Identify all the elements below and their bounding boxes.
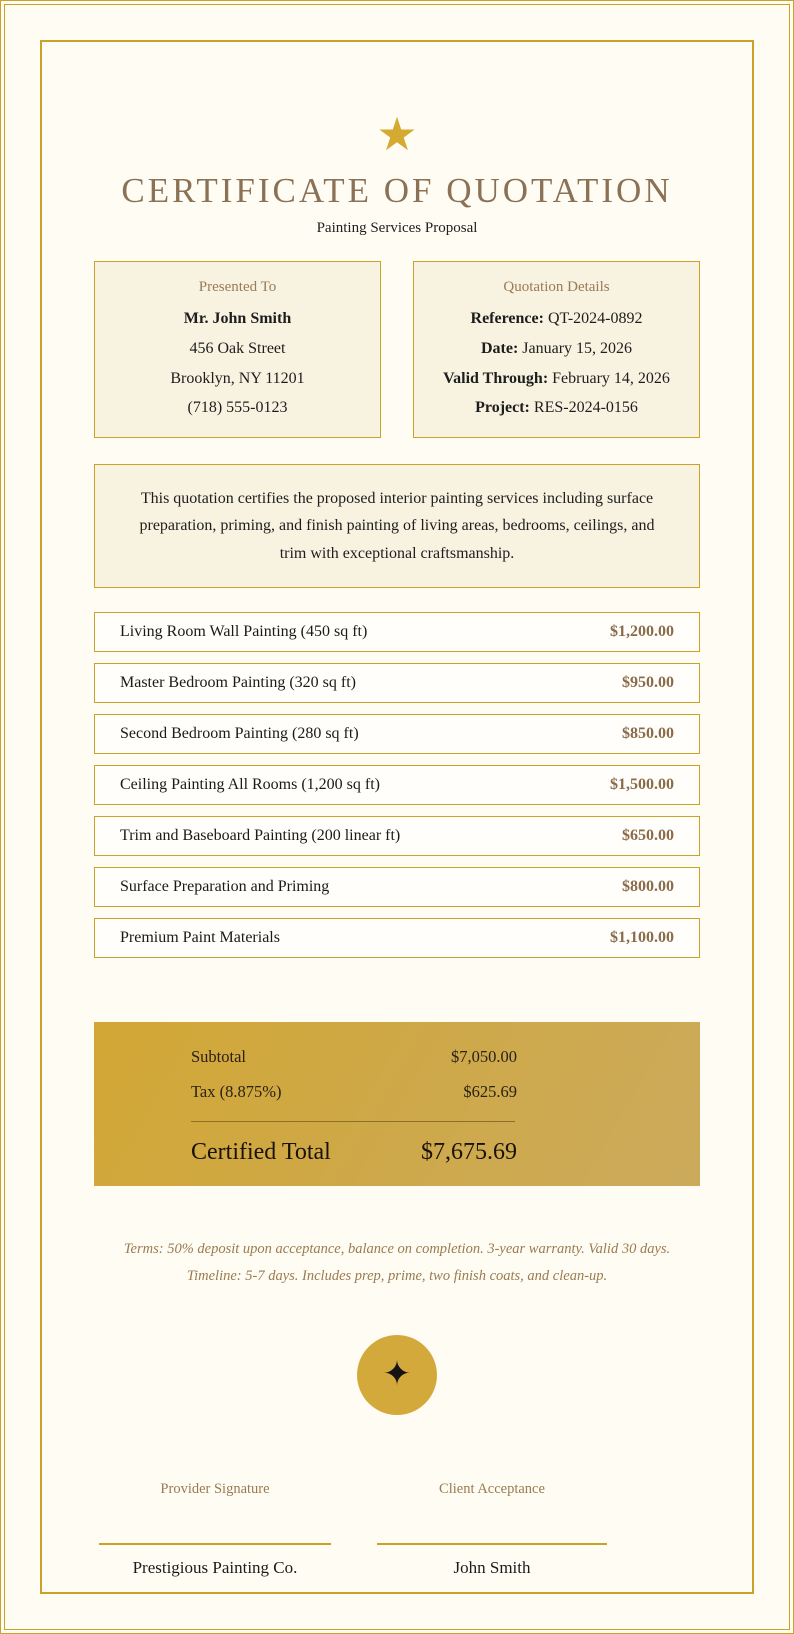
quotation-details-box	[413, 261, 700, 438]
item-description: Premium Paint Materials	[120, 928, 280, 946]
provider-signature-block	[99, 1481, 331, 1578]
item-description: Living Room Wall Painting (450 sq ft)	[120, 622, 368, 640]
client-address-line1: 456 Oak Street	[189, 339, 286, 357]
provider-signature-line	[99, 1543, 331, 1545]
totals-divider	[191, 1121, 515, 1122]
client-name	[107, 309, 368, 330]
valid-through-value: February 14, 2026	[548, 369, 670, 387]
client-phone: (718) 555-0123	[187, 399, 288, 417]
certificate-frame	[40, 40, 754, 1594]
item-description: Surface Preparation and Priming	[120, 877, 330, 895]
item-description: Trim and Baseboard Painting (200 linear ft)	[120, 826, 401, 844]
line-item-row	[94, 867, 700, 907]
line-item-row	[94, 714, 700, 754]
star-icon: ★	[376, 109, 418, 160]
valid-through-field	[426, 369, 687, 390]
quotation-details-heading: Quotation Details	[503, 279, 610, 295]
subtotal-value: $7,050.00	[451, 1046, 517, 1066]
tax-value: $625.69	[463, 1081, 517, 1101]
project-field	[426, 398, 687, 419]
totals-panel	[94, 1022, 700, 1186]
seal-container	[94, 1335, 700, 1415]
info-boxes	[94, 261, 700, 438]
line-item-row	[94, 816, 700, 856]
item-amount: $800.00	[622, 877, 674, 895]
client-address-line2: Brooklyn, NY 11201	[170, 369, 305, 387]
date-label: Date:	[480, 339, 519, 357]
presented-to-heading: Presented To	[198, 279, 277, 295]
provider-signature-label: Provider Signature	[160, 1481, 270, 1498]
item-amount: $850.00	[622, 724, 674, 742]
tax-row	[191, 1082, 517, 1102]
reference-field	[426, 309, 687, 330]
tax-label: Tax (8.875%)	[191, 1081, 282, 1101]
certification-statement: This quotation certifies the proposed interior painting services including surface preparation, priming, and finish painting of living areas, bedrooms, ceilings, and trim with exceptional craftsmanship.	[94, 464, 700, 588]
certification-seal	[357, 1335, 437, 1415]
line-item-row	[94, 612, 700, 652]
valid-through-label: Valid Through:	[443, 369, 549, 387]
reference-label: Reference:	[470, 310, 544, 327]
reference-value: QT-2024-0892	[543, 310, 643, 327]
item-description: Ceiling Painting All Rooms (1,200 sq ft)	[120, 775, 381, 793]
item-amount: $1,500.00	[610, 775, 674, 793]
line-items-list	[94, 612, 700, 958]
client-signature-block	[377, 1481, 607, 1578]
client-signature-line	[377, 1543, 607, 1545]
subtotal-label: Subtotal	[191, 1046, 247, 1066]
project-value: RES-2024-0156	[529, 399, 638, 417]
item-amount: $650.00	[622, 826, 674, 844]
page-title: CERTIFICATE OF QUOTATION	[121, 171, 673, 210]
line-item-row	[94, 765, 700, 805]
certified-total-value: $7,675.69	[421, 1138, 517, 1165]
item-amount: $1,100.00	[610, 928, 674, 946]
page-subtitle: Painting Services Proposal	[316, 220, 478, 236]
item-amount: $1,200.00	[610, 622, 674, 640]
provider-name: Prestigious Painting Co.	[132, 1558, 298, 1578]
terms-text: Terms: 50% deposit upon acceptance, balance on completion. 3-year warranty. Valid 30 days. Timeline: 5-7 days. Includes prep, prime, two finish coats, and clean-up.	[123, 1240, 671, 1284]
date-value: January 15, 2026	[518, 339, 633, 357]
subtotal-row	[191, 1047, 517, 1067]
seal-star-icon: ✦	[382, 1356, 412, 1394]
date-field	[426, 339, 687, 360]
certificate-header	[94, 109, 700, 237]
line-item-row	[94, 918, 700, 958]
presented-to-box	[94, 261, 381, 438]
project-label: Project:	[475, 399, 530, 417]
line-item-row	[94, 663, 700, 703]
client-name-text: Mr. John Smith	[183, 310, 292, 327]
certified-total-row	[191, 1139, 517, 1166]
client-signed-name: John Smith	[453, 1558, 531, 1578]
certified-total-label: Certified Total	[191, 1138, 331, 1165]
signatures-section	[99, 1481, 700, 1578]
item-description: Master Bedroom Painting (320 sq ft)	[120, 673, 356, 691]
item-amount: $950.00	[622, 673, 674, 691]
client-acceptance-label: Client Acceptance	[439, 1481, 545, 1498]
item-description: Second Bedroom Painting (280 sq ft)	[120, 724, 359, 742]
